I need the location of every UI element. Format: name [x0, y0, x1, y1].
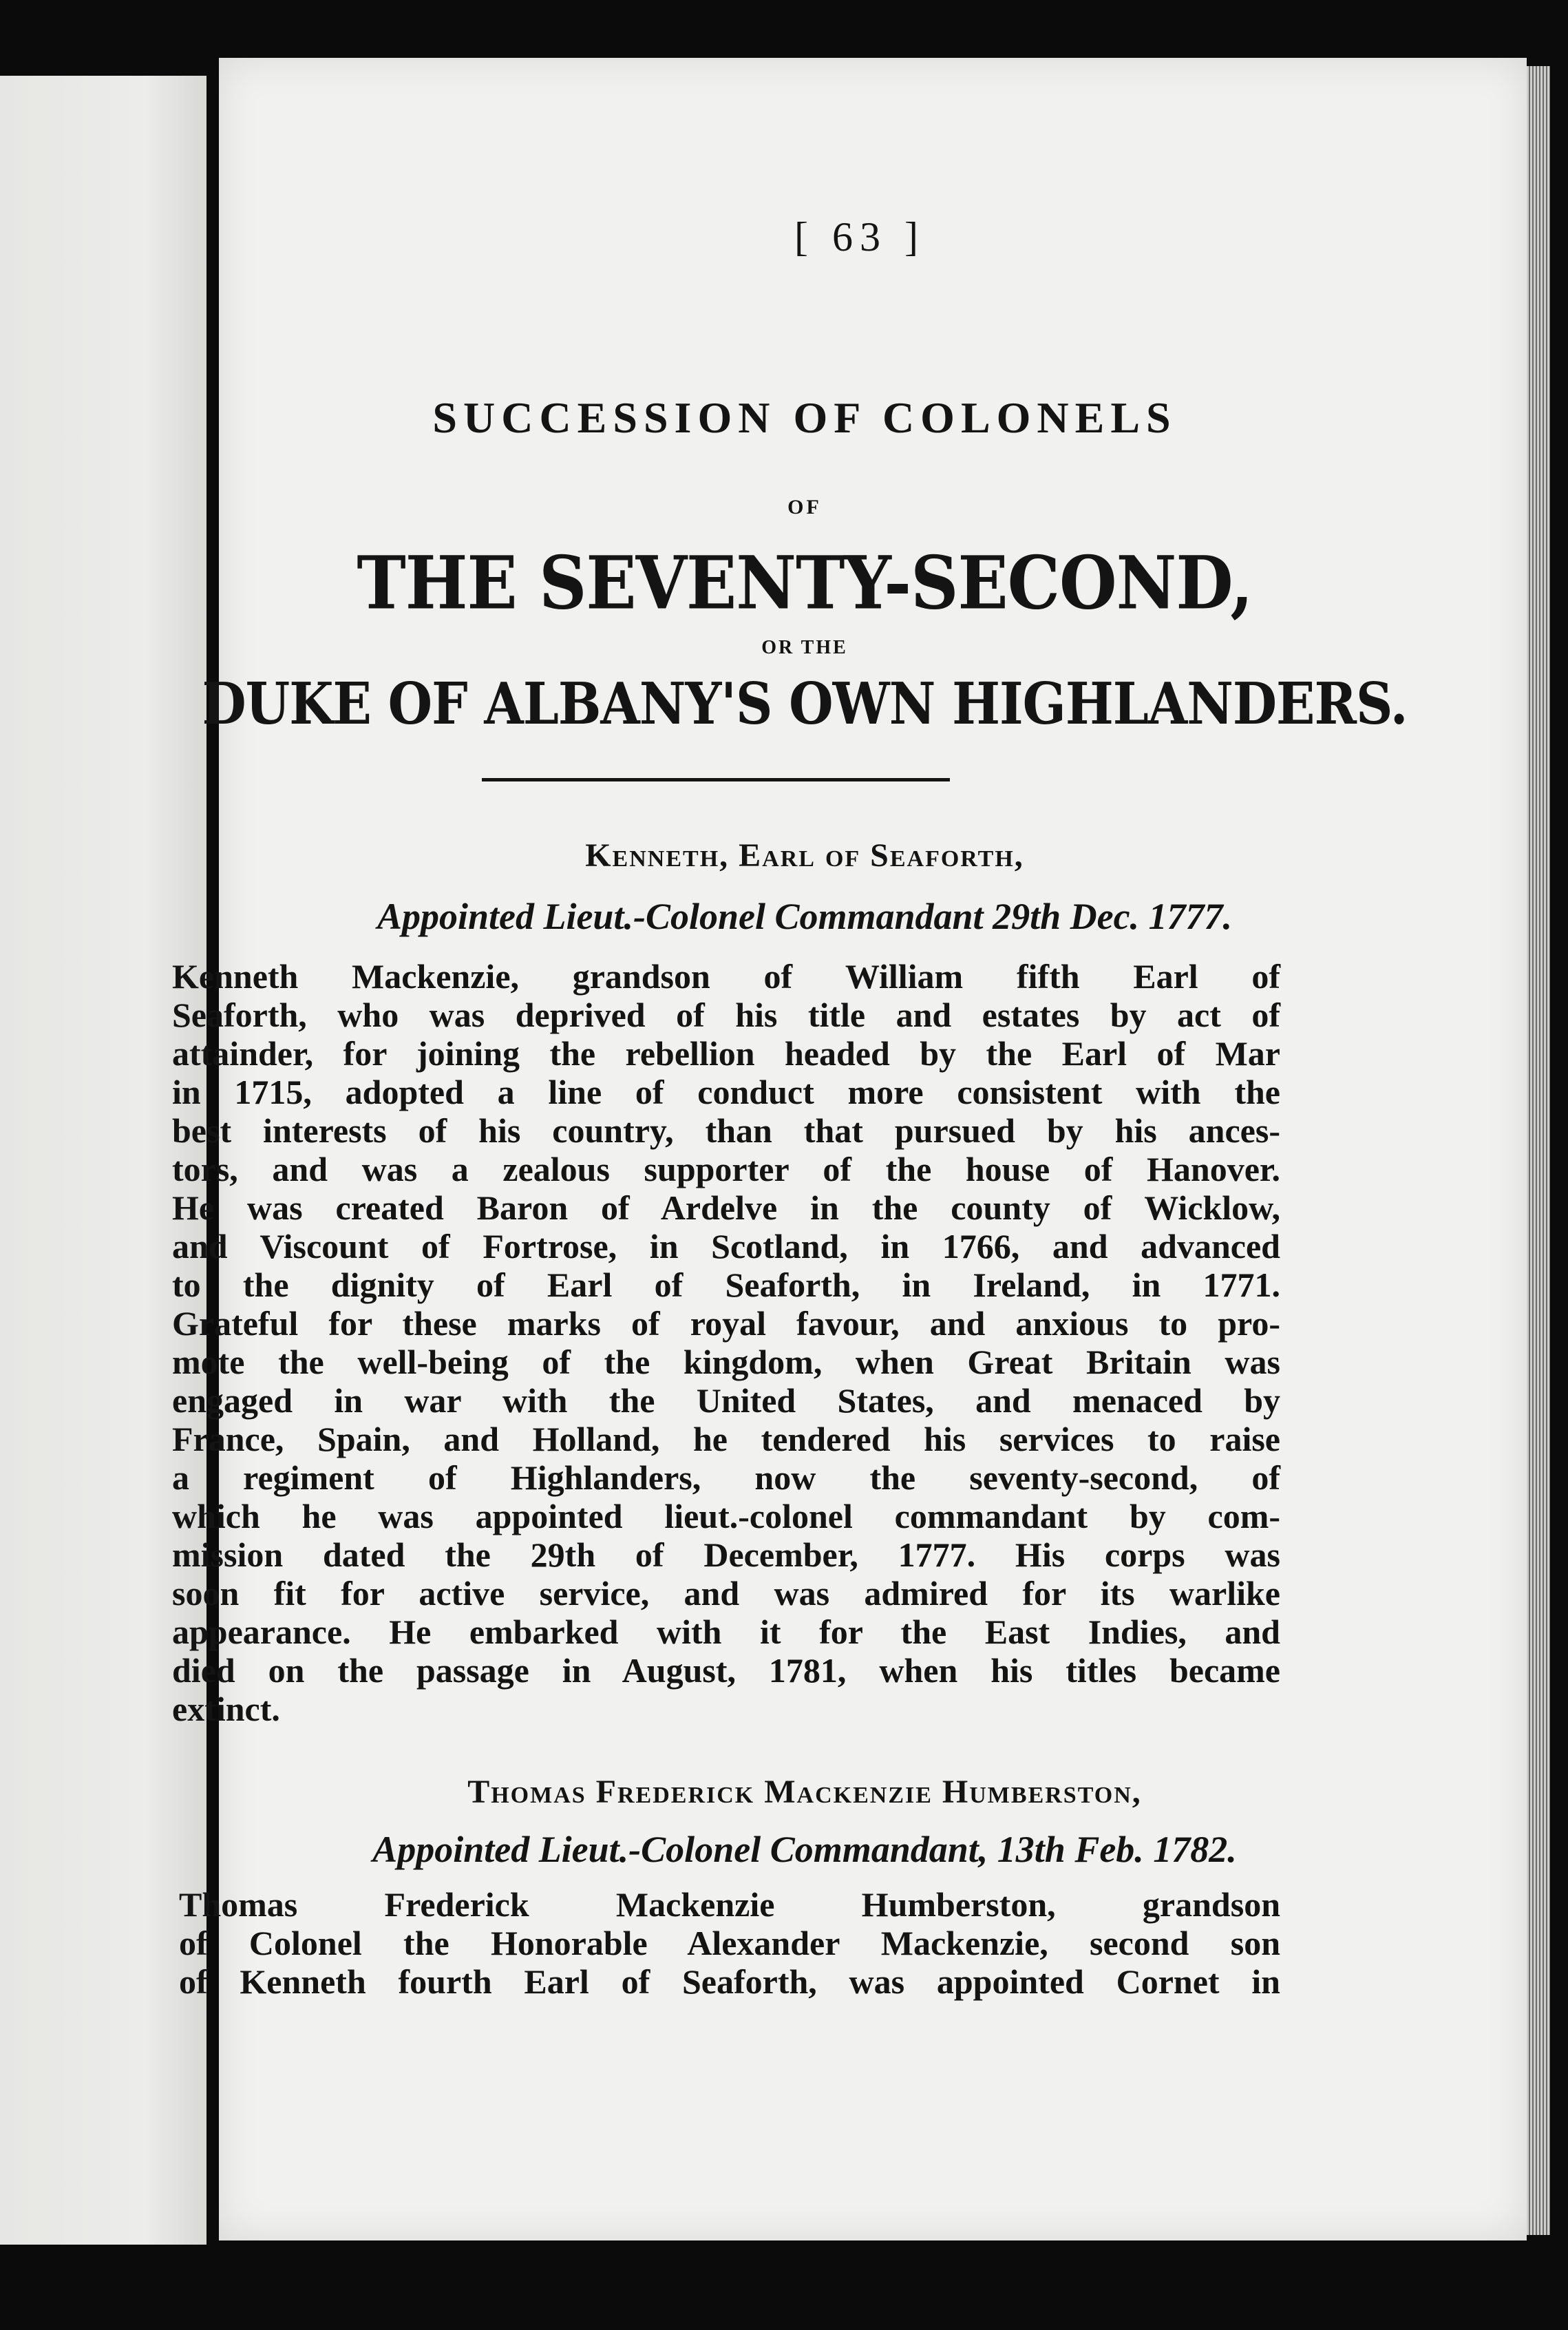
- text-line: mission dated the 29th of December, 1777. His corps was: [172, 1535, 1280, 1574]
- text-line: and Viscount of Fortrose, in Scotland, in 1766, and advanced: [172, 1227, 1280, 1266]
- page-number: [ 63 ]: [794, 214, 925, 260]
- text-line: engaged in war with the United States, and menaced by: [172, 1381, 1280, 1420]
- page-title: SUCCESSION OF COLONELS: [432, 393, 1177, 442]
- text-line: Thomas Frederick Mackenzie Humberston, grandson: [179, 1885, 1280, 1924]
- text-line: Grateful for these marks of royal favour, and anxious to pro-: [172, 1304, 1280, 1343]
- text-line: tors, and was a zealous supporter of the house of Hanover.: [172, 1150, 1280, 1188]
- text-line: of Kenneth fourth Earl of Seaforth, was appointed Cornet in: [179, 1962, 1280, 2001]
- text-line: soon fit for active service, and was admired for its warlike: [172, 1574, 1280, 1613]
- text-line: Seaforth, who was deprived of his title and estates by act of: [172, 996, 1280, 1034]
- text-line: which he was appointed lieut.-colonel commandant by com-: [172, 1497, 1280, 1535]
- text-line: appearance. He embarked with it for the East Indies, and: [172, 1613, 1280, 1651]
- regiment-name: THE SEVENTY-SECOND,: [357, 540, 1253, 626]
- text-line: best interests of his country, than that pursued by his ances-: [172, 1111, 1280, 1150]
- officer-name-humberston: Thomas Frederick Mackenzie Humberston,: [467, 1774, 1142, 1810]
- page-edges: [1527, 66, 1550, 2235]
- title-connector-or-the: OR THE: [761, 637, 848, 658]
- biography-humberston: [179, 1885, 1280, 2001]
- title-divider: [482, 778, 950, 781]
- text-line: France, Spain, and Holland, he tendered his services to raise: [172, 1420, 1280, 1458]
- text-line: He was created Baron of Ardelve in the county of Wicklow,: [172, 1188, 1280, 1227]
- text-line: of Colonel the Honorable Alexander Mackenzie, second son: [179, 1924, 1280, 1962]
- text-line: mote the well-being of the kingdom, when Great Britain was: [172, 1343, 1280, 1381]
- text-line: attainder, for joining the rebellion headed by the Earl of Mar: [172, 1034, 1280, 1073]
- regiment-subtitle: DUKE OF ALBANY'S OWN HIGHLANDERS.: [202, 671, 1408, 738]
- biography-seaforth: [172, 957, 1280, 1728]
- text-line: Kenneth Mackenzie, grandson of William fifth Earl of: [172, 957, 1280, 996]
- officer-name-seaforth: Kenneth, Earl of Seaforth,: [585, 837, 1024, 874]
- text-line: in 1715, adopted a line of conduct more consistent with the: [172, 1073, 1280, 1111]
- text-line: extinct.: [172, 1690, 280, 1728]
- appointment-humberston: Appointed Lieut.-Colonel Commandant, 13th Feb. 1782.: [372, 1829, 1237, 1870]
- appointment-seaforth: Appointed Lieut.-Colonel Commandant 29th Dec. 1777.: [377, 896, 1233, 937]
- text-line: a regiment of Highlanders, now the seventy-second, of: [172, 1458, 1280, 1497]
- text-line: died on the passage in August, 1781, when his titles became: [172, 1651, 1280, 1690]
- text-line: to the dignity of Earl of Seaforth, in Ireland, in 1771.: [172, 1266, 1280, 1304]
- title-connector-of: OF: [787, 496, 822, 518]
